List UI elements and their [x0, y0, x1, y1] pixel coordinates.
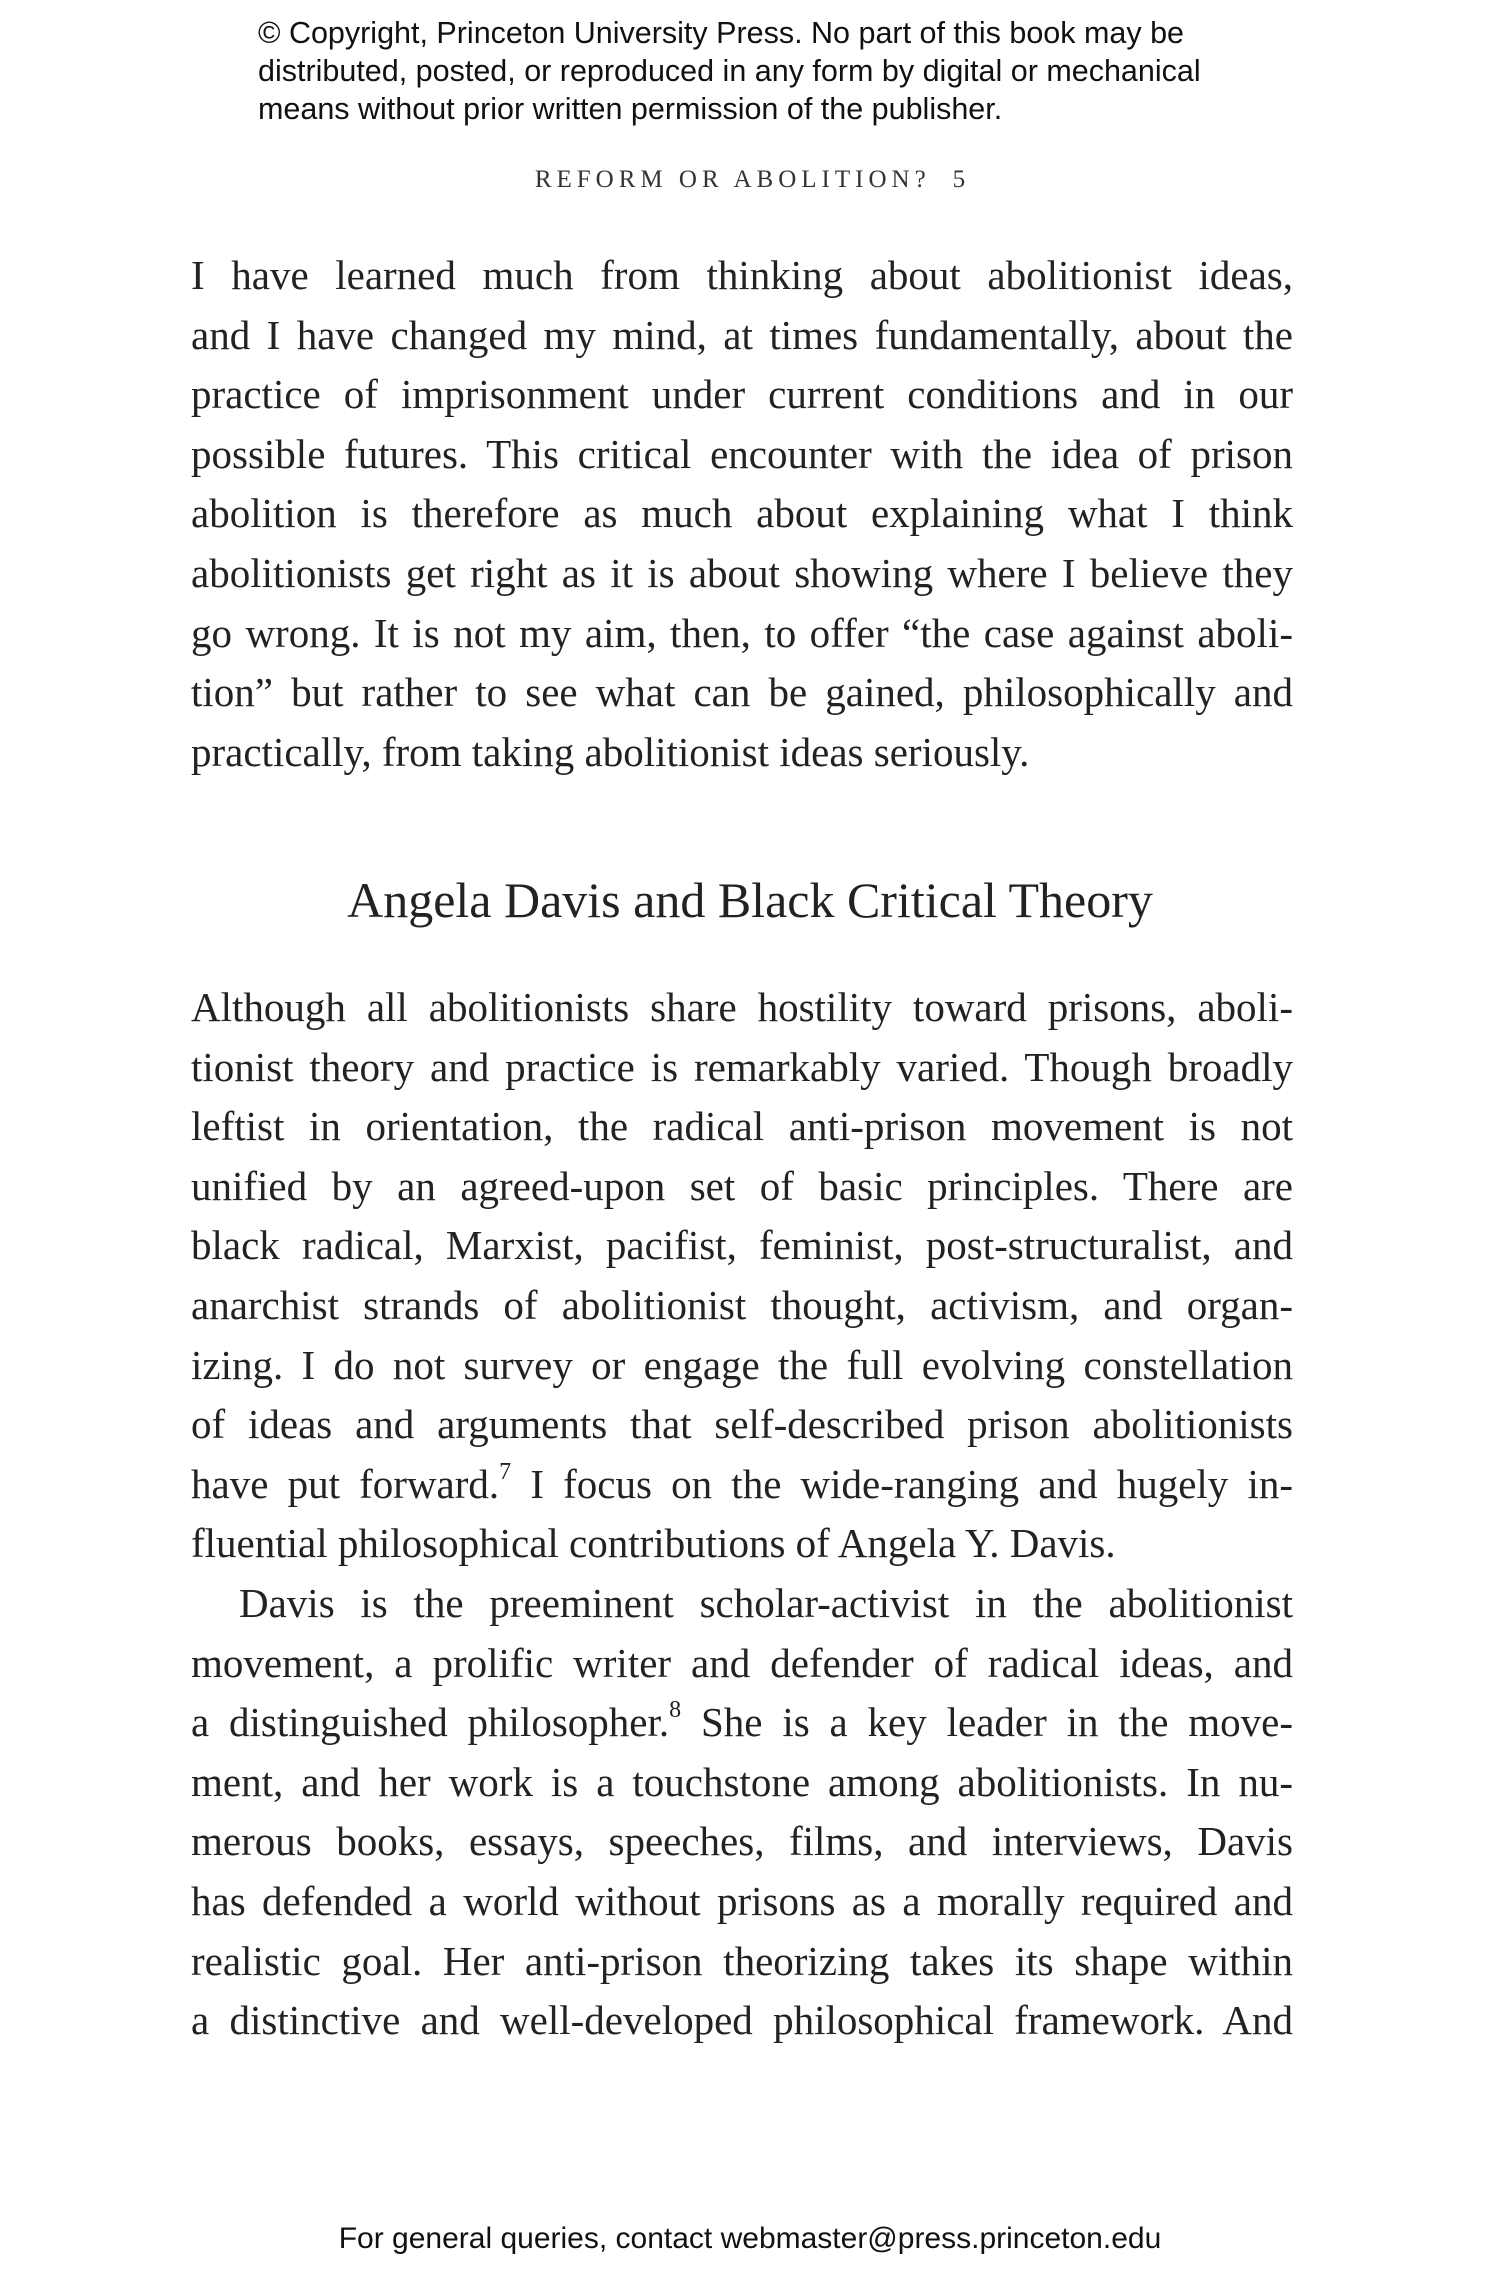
copyright-line: © Copyright, Princeton University Press. No part of this book may be — [258, 16, 1184, 50]
paragraph-1 — [191, 246, 1293, 782]
copyright-line: distributed, posted, or reproduced in any form by digital or mechanical — [258, 54, 1201, 88]
text-line: I have learned much from thinking about abolitionist ideas, — [191, 252, 1293, 298]
text-line: anarchist strands of abolitionist thought, activism, and organ- — [191, 1281, 1293, 1328]
text-line: of ideas and arguments that self-described prison abolitionists — [191, 1401, 1293, 1448]
running-head-title: REFORM OR ABOLITION? — [534, 166, 931, 193]
section-heading: Angela Davis and Black Critical Theory — [347, 872, 1153, 928]
text-line: izing. I do not survey or engage the full evolving constellation — [191, 1341, 1293, 1388]
copyright-notice — [258, 14, 1298, 128]
text-line: a distinctive and well-developed philosophical framework. And — [191, 1997, 1293, 2044]
text-line: practice of imprisonment under current conditions and in our — [191, 371, 1293, 418]
text-line: abolitionists get right as it is about showing where I believe they — [191, 549, 1293, 596]
text-line: movement, a prolific writer and defender of radical ideas, and — [191, 1639, 1293, 1686]
text-line: has defended a world without prisons as a morally required and — [191, 1877, 1293, 1924]
text-segment: I focus on the wide-ranging and hugely in- — [530, 1460, 1293, 1507]
text-line: and I have changed my mind, at times fundamentally, about the — [191, 311, 1293, 358]
text-segment: a distinguished philosopher. — [191, 1699, 670, 1746]
text-line: merous books, essays, speeches, films, and interviews, Davis — [191, 1818, 1293, 1865]
running-head — [0, 166, 1500, 194]
text-line — [191, 1455, 1293, 1515]
text-line: abolition is therefore as much about explaining what I think — [191, 490, 1293, 537]
text-line: ment, and her work is a touchstone among abolitionists. In nu- — [191, 1758, 1293, 1805]
text-line: practically, from taking abolitionist ideas seriously. — [191, 728, 1030, 775]
text-line: unified by an agreed-upon set of basic principles. There are — [191, 1162, 1293, 1209]
page-number: 5 — [952, 166, 966, 193]
text-line: fluential philosophical contributions of Angela Y. Davis. — [191, 1520, 1116, 1567]
copyright-line: means without prior written permission of the publisher. — [258, 92, 1003, 126]
text-line: black radical, Marxist, pacifist, feminist, post-structuralist, and — [191, 1222, 1293, 1269]
text-line: Davis is the preeminent scholar-activist in the abolitionist — [239, 1579, 1293, 1626]
text-line: leftist in orientation, the radical anti-prison movement is not — [191, 1103, 1293, 1150]
text-line — [191, 1693, 1293, 1753]
text-line: possible futures. This critical encounter with the idea of prison — [191, 430, 1293, 477]
text-line: tion” but rather to see what can be gained, philosophically and — [191, 669, 1293, 716]
footnote-ref[interactable]: 8 — [669, 1697, 682, 1724]
text-segment: She is a key leader in the move- — [700, 1699, 1293, 1746]
footnote-ref[interactable]: 7 — [499, 1459, 512, 1486]
text-line: Although all abolitionists share hostility toward prisons, aboli- — [191, 984, 1293, 1030]
text-line: realistic goal. Her anti-prison theorizing takes its shape within — [191, 1937, 1293, 1984]
text-segment: have put forward. — [191, 1460, 500, 1507]
text-line: go wrong. It is not my aim, then, to offer “the case against aboli- — [191, 609, 1293, 656]
footer-contact: For general queries, contact webmaster@press.princeton.edu — [338, 2222, 1162, 2255]
text-line: tionist theory and practice is remarkably varied. Though broadly — [191, 1043, 1293, 1090]
paragraph-2 — [191, 978, 1293, 2051]
